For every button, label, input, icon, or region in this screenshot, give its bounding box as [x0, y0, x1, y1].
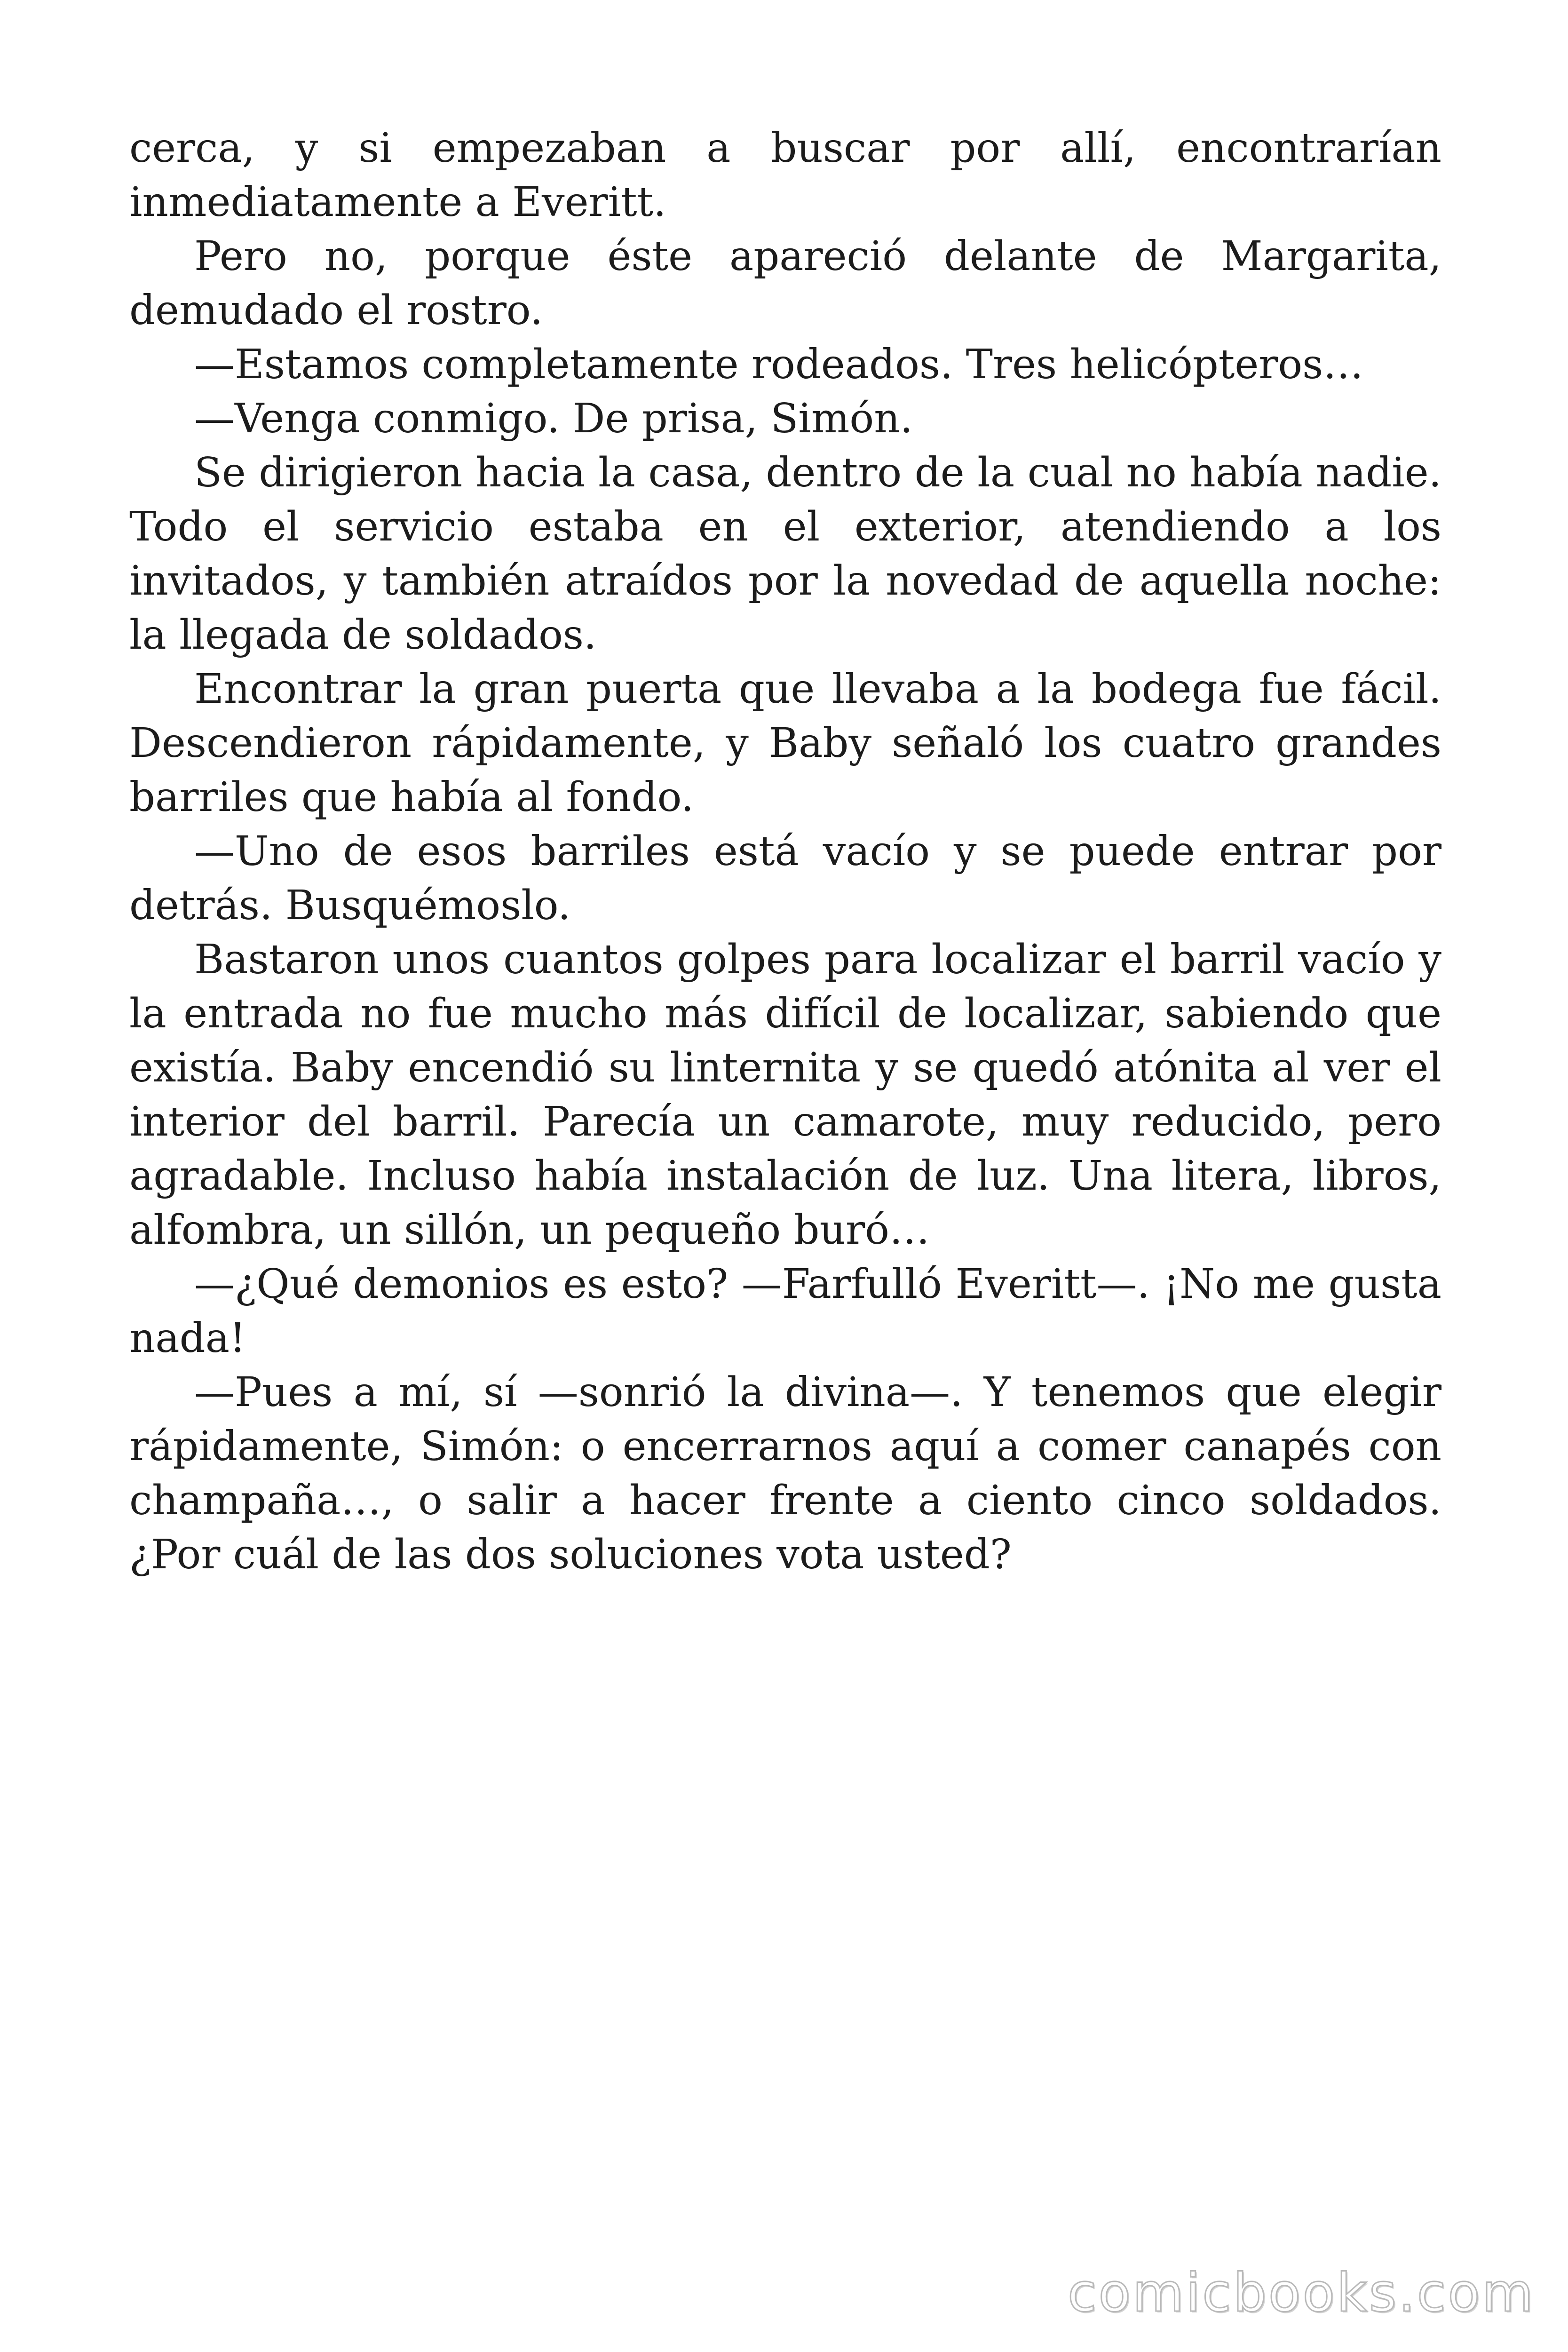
- page-text: [129, 121, 1441, 1582]
- paragraph-1: cerca, y si empezaban a buscar por allí, encontrarían inmediatamente a Everitt.: [129, 125, 1441, 226]
- paragraph-4: —Venga conmigo. De prisa, Simón.: [194, 395, 913, 442]
- paragraph-3: —Estamos completamente rodeados. Tres helicópteros…: [194, 341, 1364, 388]
- watermark-logo: comicbooks.com: [1067, 2263, 1535, 2324]
- paragraph-7: —Uno de esos barriles está vacío y se puede entrar por detrás. Busquémoslo.: [129, 828, 1441, 929]
- paragraph-2: Pero no, porque éste apareció delante de Margarita, demudado el rostro.: [129, 233, 1441, 334]
- paragraph-6: Encontrar la gran puerta que llevaba a la bodega fue fácil. Descendieron rápidamente, y Baby señaló los cuatro grandes barriles que había al fondo.: [129, 666, 1441, 821]
- paragraph-8: Bastaron unos cuantos golpes para localizar el barril vacío y la entrada no fue mucho más difícil de localizar, sabiendo que existía. Baby encendió su linternita y se quedó atónita al ver el interior del barril. Parecía un camarote, muy reducido, pero agradable. Incluso había instalación de luz. Una litera, libros, alfombra, un sillón, un pequeño buró…: [129, 936, 1441, 1254]
- paragraph-9: —¿Qué demonios es esto? —Farfulló Everitt—. ¡No me gusta nada!: [129, 1261, 1441, 1362]
- paragraph-5: Se dirigieron hacia la casa, dentro de la cual no había nadie. Todo el servicio estaba en el exterior, atendiendo a los invitados, y también atraídos por la novedad de aquella noche: la llegada de soldados.: [129, 449, 1441, 659]
- paragraph-10: —Pues a mí, sí —sonrió la divina—. Y tenemos que elegir rápidamente, Simón: o encerrarnos aquí a comer canapés con champaña…, o salir a hacer frente a ciento cinco soldados. ¿Por cuál de las dos soluciones vota usted?: [129, 1369, 1441, 1578]
